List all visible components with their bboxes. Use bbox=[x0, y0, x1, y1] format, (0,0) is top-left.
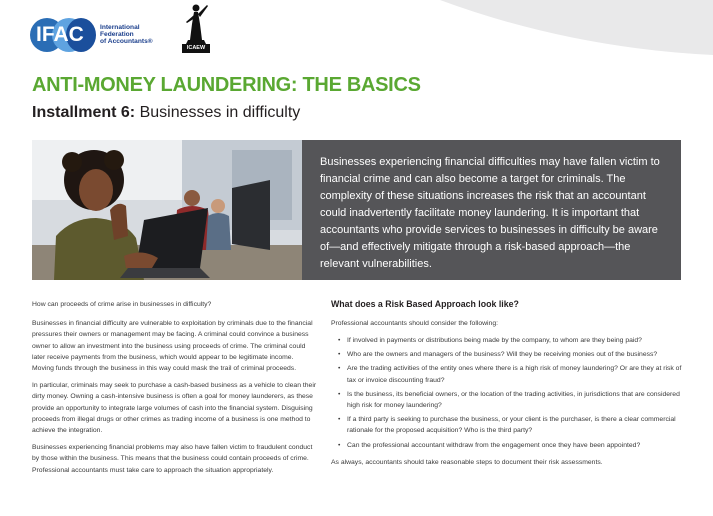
page-subtitle bbox=[32, 104, 300, 122]
section-heading: How can proceeds of crime arise in businesses in difficulty? bbox=[32, 301, 212, 308]
left-column bbox=[32, 299, 317, 482]
header-decorative-band bbox=[440, 0, 713, 55]
body-paragraph: Businesses experiencing financial problems may also have fallen victim to fraudulent conduct by those within the business. This means that the business could contain proceeds of crime. Professional accountants must take care to approach the situation appropriately. bbox=[32, 444, 313, 474]
list-item: • Who are the owners and managers of the business? Will they be receiving monies out of the business? bbox=[331, 349, 691, 360]
page-title: ANTI-MONEY LAUNDERING: THE BASICS bbox=[32, 74, 421, 96]
ifac-name bbox=[100, 24, 170, 46]
intro-text: Businesses experiencing financial difficulties may have fallen victim to financial crime and can also become a target for criminals. The complexity of these situations increases the risk that an accountant could inadvertently facilitate money laundering. It is important that accountants who provide services to businesses in difficulty be aware of—and effectively mitigate through a risk-based approach—the relevant vulnerabilities. bbox=[320, 156, 660, 270]
consideration-list bbox=[331, 335, 691, 451]
hero-photo bbox=[32, 140, 302, 280]
icaew-figure-icon bbox=[180, 2, 212, 46]
body-paragraph: In particular, criminals may seek to purchase a cash-based business as a vehicle to clean their dirty money. Owning a cash-intensive business is often a goal for money launderers, as these provide an opportunity to integrate large volumes of cash into the financial system. Disguising proceeds from illegal drugs or other crimes as trading income of a business is one method to achieve the integration. bbox=[32, 382, 317, 435]
right-column bbox=[331, 299, 691, 468]
section-heading: What does a Risk Based Approach look like? bbox=[331, 299, 519, 309]
list-item: • If involved in payments or distributions being made by the company, to whom are they being paid? bbox=[331, 335, 691, 346]
icaew-logo-text: ICAEW bbox=[182, 44, 210, 53]
ifac-logo-text: IFAC bbox=[36, 23, 84, 46]
list-item: • Are the trading activities of the entity ones where there is a high risk of money laundering? Or are they at risk of tax or invoice discounting fraud? bbox=[331, 363, 691, 385]
list-item: • Can the professional accountant withdraw from the engagement once they have been appointed? bbox=[331, 440, 691, 451]
icaew-logo bbox=[180, 2, 212, 52]
list-item: • If a third party is seeking to purchase the business, or your client is the purchaser, is there a clear commercial rationale for the proposed acquisition? Who is the third party? bbox=[331, 414, 691, 436]
body-paragraph: Businesses in financial difficulty are vulnerable to exploitation by criminals due to the financial pressures their owners or management may be facing. A criminal could convince a business owner to allow an investment into the business using proceeds of crime. The criminal could later receive payments from the business, which would appear to be legitimate income. Moving funds through the business in this way could mask the trail of criminal proceeds. bbox=[32, 320, 313, 373]
installment-topic: Businesses in difficulty bbox=[139, 104, 301, 121]
ifac-name-line: Federation bbox=[100, 31, 134, 39]
closing-text: As always, accountants should take reasonable steps to document their risk assessments. bbox=[331, 458, 603, 466]
installment-label: Installment 6: bbox=[32, 104, 136, 121]
ifac-name-line: International bbox=[100, 24, 140, 31]
list-intro: Professional accountants should consider the following: bbox=[331, 320, 499, 327]
ifac-name-line: of Accountants® bbox=[100, 38, 153, 46]
intro-callout bbox=[302, 140, 681, 280]
ifac-logo bbox=[30, 16, 180, 56]
list-item: • Is the business, its beneficial owners, or the location of the trading activities, in jurisdictions that are considered high risk for money laundering? bbox=[331, 389, 691, 411]
ifac-logo-mark bbox=[30, 16, 96, 52]
